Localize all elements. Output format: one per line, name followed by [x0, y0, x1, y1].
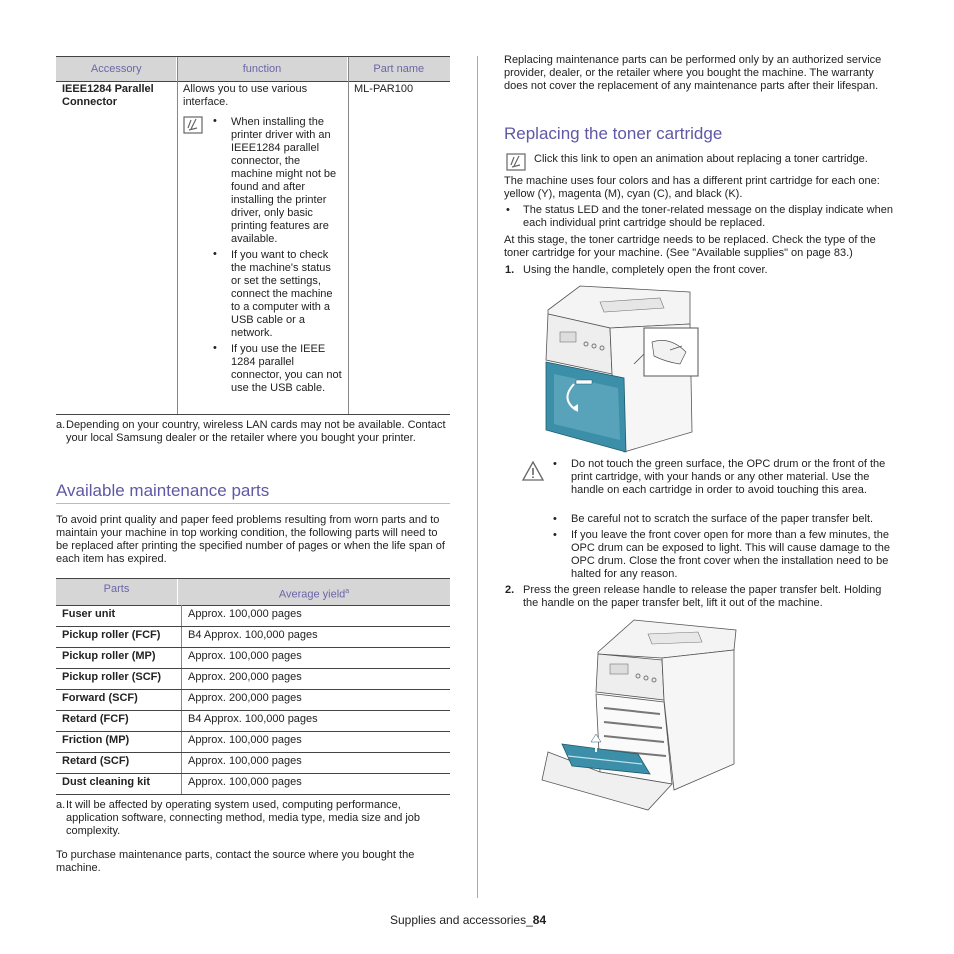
note-icon: [506, 153, 526, 171]
parts-row-name: Pickup roller (SCF): [62, 671, 162, 683]
parts-row-divider: [56, 752, 450, 753]
footer-section: Supplies and accessories_: [390, 913, 533, 927]
footnote-text: Depending on your country, wireless LAN cards may not be available. Contact your local Samsung dealer or the retailer where you bought your printer.: [66, 419, 446, 444]
parts-row-name: Dust cleaning kit: [62, 776, 151, 788]
header-parts: Parts: [103, 583, 130, 595]
bullet-dot: •: [213, 115, 217, 127]
maintenance-intro: To avoid print quality and paper feed problems resulting from worn parts and to maintain your machine in top working condition, the following parts will need to be replaced after printing the specified number of pages or when the life span of each item has expired.: [56, 514, 445, 565]
parts-row-name: Friction (MP): [62, 734, 130, 746]
note-item-1: When installing the printer driver with an IEEE1284 parallel connector, the machine might not be found and after installing the printer driver, only basic printing features are available.: [231, 116, 337, 245]
header-bottom-rule: [56, 81, 450, 82]
purchase-text: To purchase maintenance parts, contact the source where you bought the machine.: [56, 849, 415, 874]
heading-underline: [56, 503, 450, 504]
caution-item-2: Be careful not to scratch the surface of the paper transfer belt.: [571, 513, 874, 525]
note-icon: [183, 116, 203, 134]
footnote-marker: a.: [56, 419, 66, 431]
parts-row-yield: Approx. 100,000 pages: [188, 650, 302, 662]
footer-page-number: 84: [532, 913, 547, 927]
accessory-table: [56, 57, 450, 81]
parts-row-yield: Approx. 100,000 pages: [188, 776, 302, 788]
parts-row-yield: Approx. 100,000 pages: [188, 608, 302, 620]
parts-row-divider: [56, 689, 450, 690]
accessory-name: IEEE1284 Parallel Connector: [62, 83, 154, 108]
header-yield-label: Average yield: [278, 588, 346, 601]
section-heading-maintenance: Available maintenance parts: [56, 481, 270, 500]
header-function: function: [177, 57, 347, 81]
header-accessory: Accessory: [56, 57, 177, 81]
step1-text: Using the handle, completely open the front cover.: [523, 264, 768, 276]
parts-row-yield: Approx. 200,000 pages: [188, 671, 302, 683]
bullet-dot: •: [553, 529, 557, 541]
bullet-dot: •: [213, 342, 217, 354]
parts-row-yield: Approx. 100,000 pages: [188, 734, 302, 746]
bullet-dot: •: [213, 248, 217, 260]
parts-row-yield: Approx. 200,000 pages: [188, 692, 302, 704]
colors-text: The machine uses four colors and has a different print cartridge for each one: yellow (Y), magenta (M), cyan (C), and black (K).: [504, 175, 880, 200]
header-part-name: Part name: [347, 57, 450, 81]
parts-row-name: Retard (FCF): [62, 713, 129, 725]
note-item-2: If you want to check the machine's status or set the settings, connect the machine to a computer with a USB cable or a network.: [231, 249, 333, 339]
parts-row-name: Fuser unit: [62, 608, 116, 620]
step2-text: Press the green release handle to release the paper transfer belt. Holding the handle on the paper transfer belt, lift it out of the machine.: [523, 584, 882, 609]
parts-row-name: Pickup roller (FCF): [62, 629, 161, 641]
col-divider-2: [348, 57, 349, 414]
parts-row-yield: B4 Approx. 100,000 pages: [188, 713, 318, 725]
parts-row-divider: [56, 668, 450, 669]
table-bottom-rule: [56, 414, 450, 415]
parts-row-divider: [56, 794, 450, 795]
section-heading-toner: Replacing the toner cartridge: [504, 124, 723, 143]
parts-row-divider: [56, 773, 450, 774]
bullet-dot: •: [506, 204, 510, 216]
accessory-function: Allows you to use various interface.: [183, 83, 308, 108]
parts-row-divider: [56, 710, 450, 711]
parts-row-divider: [56, 626, 450, 627]
parts-row-yield: Approx. 100,000 pages: [188, 755, 302, 767]
status-led-bullet: The status LED and the toner-related message on the display indicate when each individual print cartridge should be replaced.: [523, 204, 893, 229]
parts-row-divider: [56, 647, 450, 648]
header-average-yield: [178, 585, 450, 602]
page-footer: [390, 914, 546, 927]
accessory-part-name: ML-PAR100: [354, 83, 414, 95]
step1-number: 1.: [505, 264, 515, 276]
parts-row-name: Pickup roller (MP): [62, 650, 156, 662]
bullet-dot: •: [553, 458, 557, 470]
right-intro: Replacing maintenance parts can be performed only by an authorized service provider, dealer, or the retailer where you bought the machine. The warranty does not cover the replacement of any maintenance parts after their lifespan.: [504, 54, 882, 92]
animation-link-note[interactable]: Click this link to open an animation about replacing a toner cartridge.: [534, 153, 868, 165]
parts-header-rule: [56, 605, 450, 606]
header-yield-sup: a: [345, 588, 350, 595]
bullet-dot: •: [553, 513, 557, 525]
parts-col-divider: [181, 605, 182, 794]
footnote-marker: a.: [56, 799, 66, 811]
footnote-text: It will be affected by operating system used, computing performance, application software, connecting method, media type, media size and job complexity.: [66, 799, 421, 837]
caution-item-3: If you leave the front cover open for more than a few minutes, the OPC drum can be exposed to light. This will cause damage to the OPC drum. Close the front cover when the installation need to be halted for any reason.: [571, 529, 890, 580]
parts-row-yield: B4 Approx. 100,000 pages: [188, 629, 318, 641]
parts-row-name: Forward (SCF): [62, 692, 138, 704]
parts-row-divider: [56, 731, 450, 732]
parts-row-name: Retard (SCF): [62, 755, 130, 767]
col-divider-1: [177, 57, 178, 414]
column-divider: [477, 56, 478, 898]
note-item-3: If you use the IEEE 1284 parallel connector, you can not use the USB cable.: [231, 343, 342, 394]
printer-open-cover-illustration: [540, 284, 702, 456]
caution-item-1: Do not touch the green surface, the OPC drum or the front of the print cartridge, with your hands or any other material. Use the handle on each cartridge in order to avoid touching this area.: [571, 458, 886, 496]
stage-text: At this stage, the toner cartridge needs to be replaced. Check the type of the toner cartridge for your machine. (See "Available supplies" on page 83.): [504, 234, 876, 259]
warning-icon: [521, 460, 545, 482]
step2-number: 2.: [505, 584, 515, 596]
printer-transfer-belt-illustration: [538, 614, 738, 814]
